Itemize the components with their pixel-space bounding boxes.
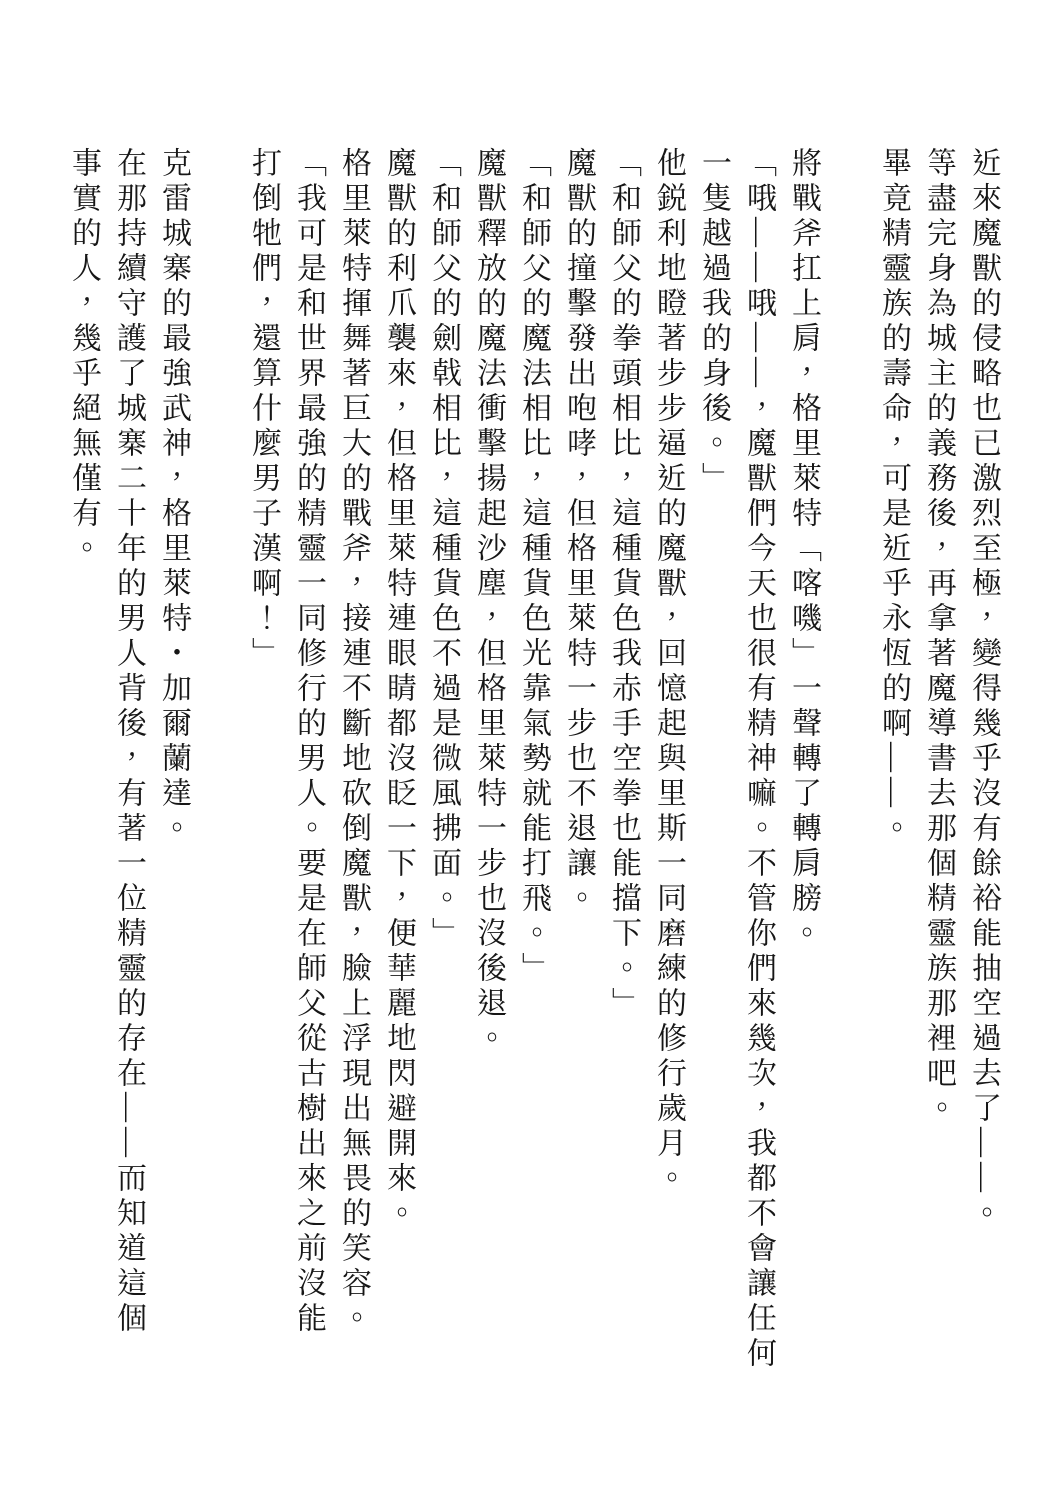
text-line: 等盡完身為城主的義務後，再拿著魔導書去那個精靈族那裡吧。 [922,147,955,1127]
text-line: 一隻越過我的身後。」 [697,147,730,497]
text-line: 「我可是和世界最強的精靈一同修行的男人。要是在師父從古樹出來之前沒能 [292,147,325,1337]
paragraph-war-god [61,147,196,1362]
text-line: 在那持續守護了城寨二十年的男人背後，有著一位精靈的存在——而知道這個 [112,147,145,1337]
paragraph-battle [241,147,826,1372]
text-line: 近來魔獸的侵略也已激烈至極，變得幾乎沒有餘裕能抽空過去了——。 [967,147,1000,1232]
text-line: 格里萊特揮舞著巨大的戰斧，接連不斷地砍倒魔獸，臉上浮現出無畏的笑容。 [337,147,370,1337]
text-line: 打倒牠們，還算什麼男子漢啊！」 [247,147,280,672]
text-line: 他鋭利地瞪著步步逼近的魔獸，回憶起與里斯一同磨練的修行歲月。 [652,147,685,1197]
paragraph-elf-visit [871,147,1006,1362]
text-line: 將戰斧扛上肩，格里萊特「喀嘰」一聲轉了轉肩膀。 [787,147,820,952]
text-line: 克雷城寨的最強武神，格里萊特・加爾蘭達。 [157,147,190,847]
text-line: 「和師父的魔法相比，這種貨色光靠氣勢就能打飛。」 [517,147,550,987]
text-line: 魔獸的利爪襲來，但格里萊特連眼睛都沒眨一下，便華麗地閃避開來。 [382,147,415,1232]
text-line: 「和師父的劍戟相比，這種貨色不過是微風拂面。」 [427,147,460,952]
text-line: 魔獸的撞擊發出咆哮，但格里萊特一步也不退讓。 [562,147,595,917]
text-line: 「和師父的拳頭相比，這種貨色我赤手空拳也能擋下。」 [607,147,640,1022]
text-line: 畢竟精靈族的壽命，可是近乎永恆的啊——。 [877,147,910,847]
text-line: 事實的人，幾乎絕無僅有。 [67,147,100,567]
text-line: 魔獸釋放的魔法衝擊揚起沙塵，但格里萊特一步也沒後退。 [472,147,505,1057]
vertical-text-block [61,147,1006,1372]
text-line: 「哦——哦——，魔獸們今天也很有精神嘛。不管你們來幾次，我都不會讓任何 [742,147,775,1372]
